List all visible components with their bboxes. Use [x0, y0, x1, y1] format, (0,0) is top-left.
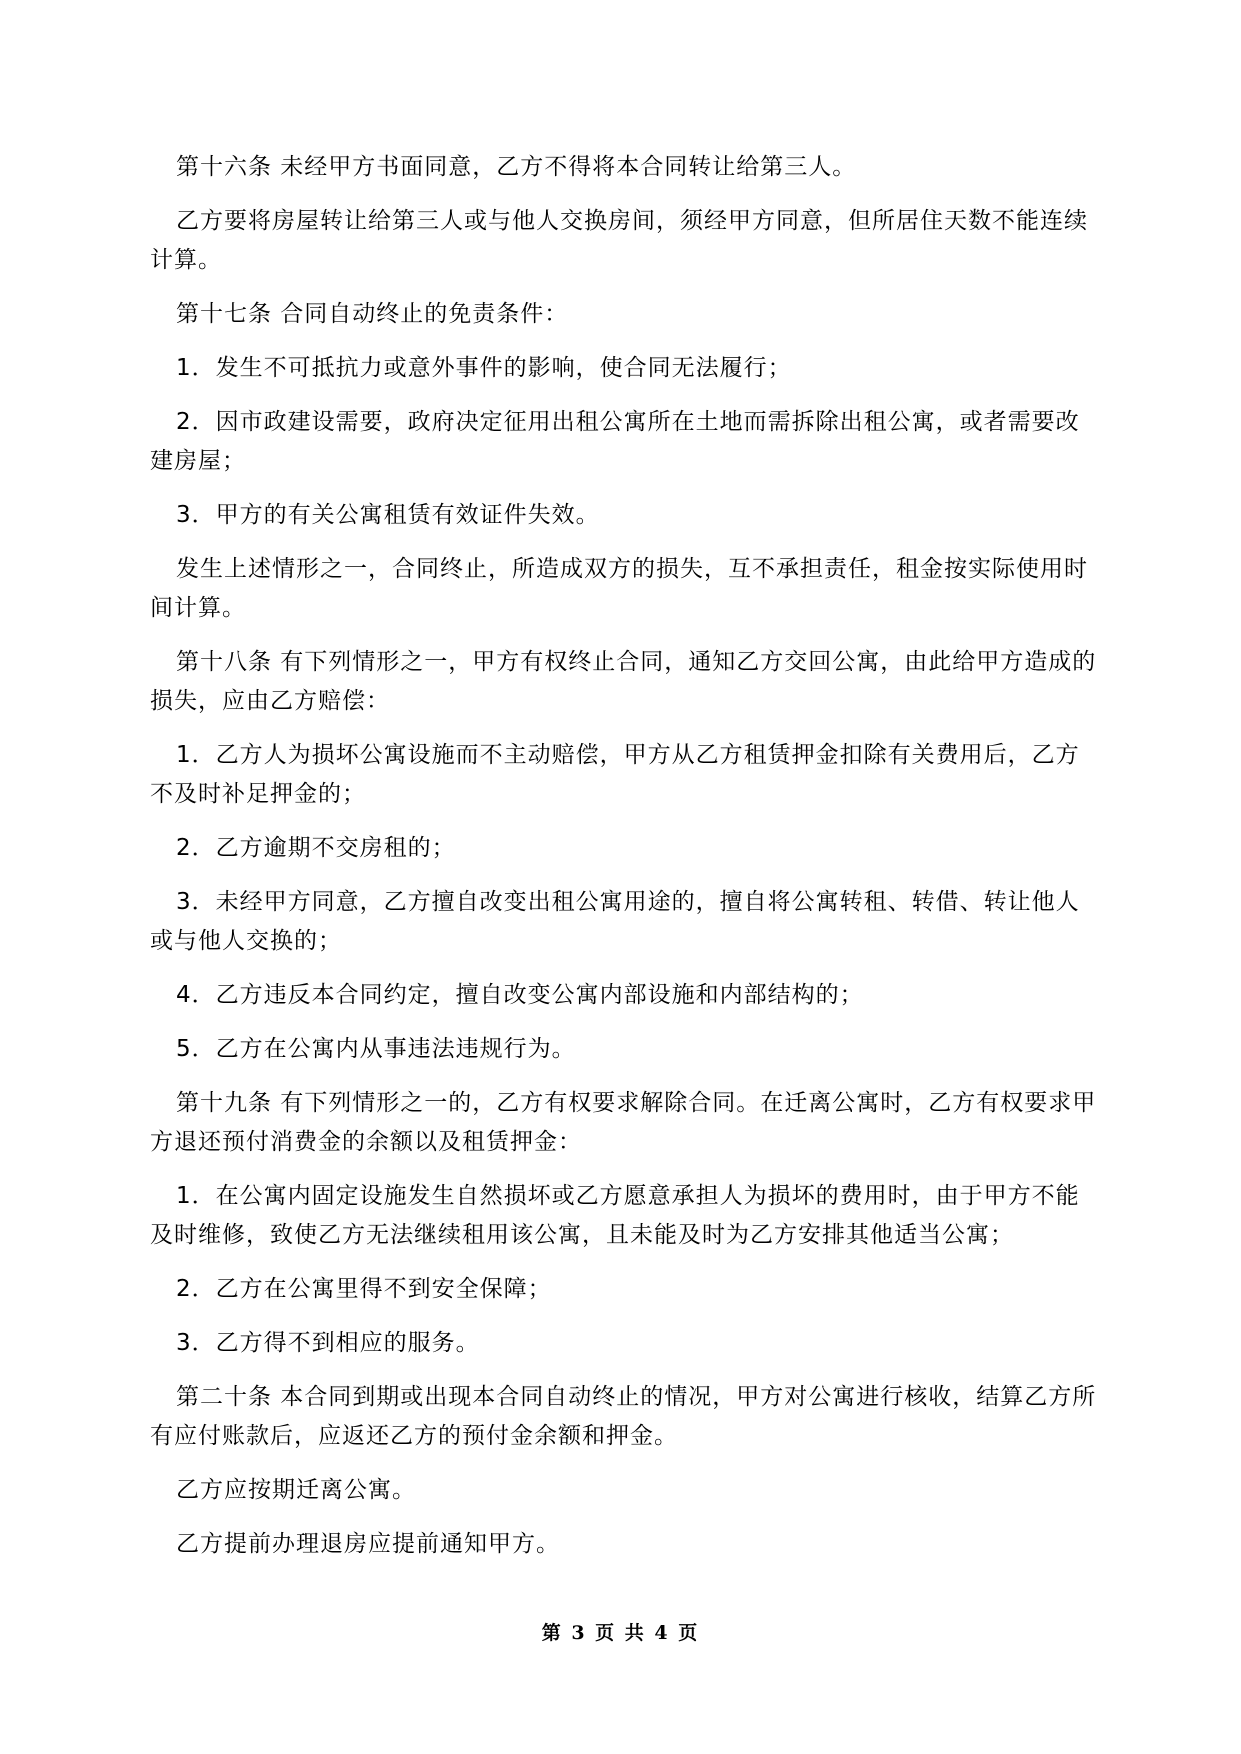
- paragraph: 第十七条 合同自动终止的免责条件：: [176, 301, 569, 327]
- paragraph: 1．乙方人为损坏公寓设施而不主动赔偿，甲方从乙方租赁押金扣除有关费用后，乙方不及时补足押金的；: [150, 742, 1080, 807]
- paragraph: 2．乙方逾期不交房租的；: [176, 835, 456, 861]
- paragraph: 发生上述情形之一，合同终止，所造成双方的损失，互不承担责任，租金按实际使用时间计算。: [150, 556, 1088, 621]
- paragraph: 3．未经甲方同意，乙方擅自改变出租公寓用途的，擅自将公寓转租、转借、转让他人或与他人交换的；: [150, 889, 1080, 954]
- paragraph: 第十八条 有下列情形之一，甲方有权终止合同，通知乙方交回公寓，由此给甲方造成的损失，应由乙方赔偿：: [150, 649, 1097, 714]
- paragraph: 5．乙方在公寓内从事违法违规行为。: [176, 1036, 576, 1062]
- document-body: [150, 148, 1100, 1579]
- paragraph: 1．在公寓内固定设施发生自然损坏或乙方愿意承担人为损坏的费用时，由于甲方不能及时维修，致使乙方无法继续租用该公寓，且未能及时为乙方安排其他适当公寓；: [150, 1183, 1080, 1248]
- paragraph: 乙方要将房屋转让给第三人或与他人交换房间，须经甲方同意，但所居住天数不能连续计算。: [150, 208, 1088, 273]
- page-number-footer: 第 3 页 共 4 页: [541, 1622, 700, 1644]
- paragraph: 2．乙方在公寓里得不到安全保障；: [176, 1276, 552, 1302]
- paragraph: 第十六条 未经甲方书面同意，乙方不得将本合同转让给第三人。: [176, 154, 857, 180]
- paragraph: 第二十条 本合同到期或出现本合同自动终止的情况，甲方对公寓进行核收，结算乙方所有应付账款后，应返还乙方的预付金余额和押金。: [150, 1384, 1097, 1449]
- paragraph: 3．乙方得不到相应的服务。: [176, 1330, 480, 1356]
- paragraph: 乙方应按期迁离公寓。: [176, 1477, 416, 1503]
- paragraph: 乙方提前办理退房应提前通知甲方。: [176, 1531, 560, 1557]
- paragraph: 2．因市政建设需要，政府决定征用出租公寓所在土地而需拆除出租公寓，或者需要改建房屋；: [150, 409, 1080, 474]
- paragraph: 第十九条 有下列情形之一的，乙方有权要求解除合同。在迁离公寓时，乙方有权要求甲方退还预付消费金的余额以及租赁押金：: [150, 1090, 1097, 1155]
- paragraph: 1．发生不可抵抗力或意外事件的影响，使合同无法履行；: [176, 355, 792, 381]
- paragraph: 3．甲方的有关公寓租赁有效证件失效。: [176, 502, 600, 528]
- paragraph: 4．乙方违反本合同约定，擅自改变公寓内部设施和内部结构的；: [176, 982, 864, 1008]
